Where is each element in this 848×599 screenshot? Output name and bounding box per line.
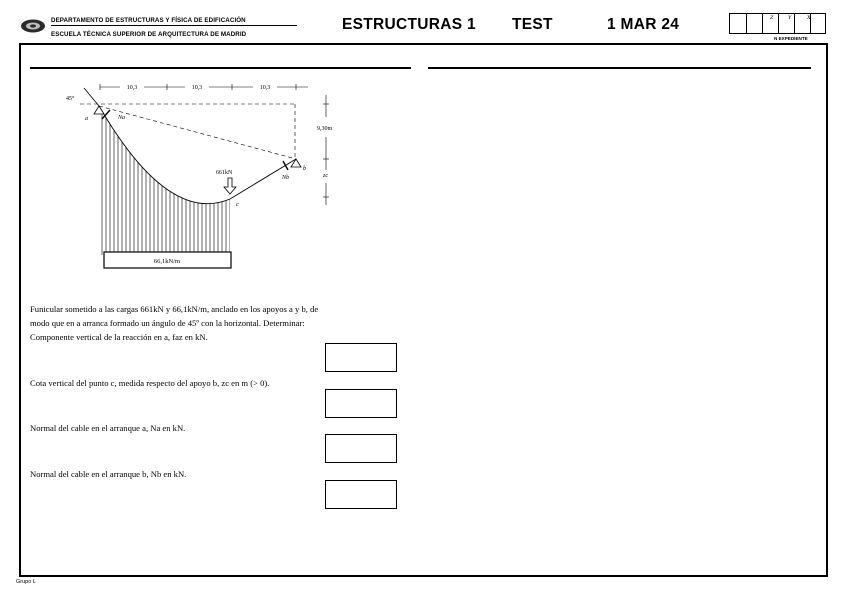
height-label: 9,30m xyxy=(317,126,333,132)
course-title: ESTRUCTURAS 1 xyxy=(342,16,476,33)
span-3-label: 10,3 xyxy=(259,85,271,91)
id-caption: N EXPEDIENTE xyxy=(774,36,808,41)
span-1-label: 10,3 xyxy=(126,85,138,91)
answer-box-1[interactable] xyxy=(325,343,397,372)
problem-statement-line-1: Funicular sometido a las cargas 661kN y 66,1kN/m, anclado en los apoyos a y b, de xyxy=(30,304,319,314)
question-1: Componente vertical de la reacción en a, faz en kN. xyxy=(30,332,208,342)
angle-line xyxy=(84,88,99,106)
normal-b-label: Nb xyxy=(282,175,290,181)
answer-box-2[interactable] xyxy=(325,389,397,418)
left-column-rule xyxy=(30,67,411,69)
point-c-label: c xyxy=(236,202,239,208)
span-2-label: 10,3 xyxy=(191,85,203,91)
answer-box-3[interactable] xyxy=(325,434,397,463)
header-divider xyxy=(51,25,297,26)
university-logo xyxy=(20,18,46,34)
point-b-label: b xyxy=(303,166,306,172)
student-id-boxes[interactable] xyxy=(729,13,826,34)
funicular-diagram xyxy=(40,75,360,275)
zc-label: zc xyxy=(323,173,328,179)
point-load-arrow xyxy=(224,178,236,194)
group-label: Grupo L xyxy=(16,579,36,585)
id-letter-z: Z xyxy=(770,15,774,21)
question-3: Normal del cable en el arranque a, Na en kN. xyxy=(30,423,186,433)
test-label: TEST xyxy=(512,16,553,33)
id-letter-y: Y xyxy=(788,15,792,21)
answer-box-4[interactable] xyxy=(325,480,397,509)
exam-date: 1 MAR 24 xyxy=(607,16,680,33)
distributed-load-label: 66,1kN/m xyxy=(153,258,181,265)
right-column-rule xyxy=(428,67,811,69)
department-name: DEPARTAMENTO DE ESTRUCTURAS Y FÍSICA DE EDIFICACIÓN xyxy=(51,17,246,24)
support-b xyxy=(291,159,301,167)
question-4: Normal del cable en el arranque b, Nb en kN. xyxy=(30,469,187,479)
problem-statement-line-2: modo que en a arranca formado un ángulo de 45º con la horizontal. Determinar: xyxy=(30,318,305,328)
point-load-label: 661kN xyxy=(216,170,233,176)
normal-a-label: Na xyxy=(118,115,126,121)
distributed-load-hatch xyxy=(102,103,230,255)
point-a-label: a xyxy=(85,116,88,122)
school-name: ESCUELA TÉCNICA SUPERIOR DE ARQUITECTURA DE MADRID xyxy=(51,31,247,38)
angle-label: 45° xyxy=(66,96,75,102)
question-2: Cota vertical del punto c, medida respecto del apoyo b, zc en m (> 0). xyxy=(30,378,270,388)
id-letter-x: X xyxy=(807,15,811,21)
